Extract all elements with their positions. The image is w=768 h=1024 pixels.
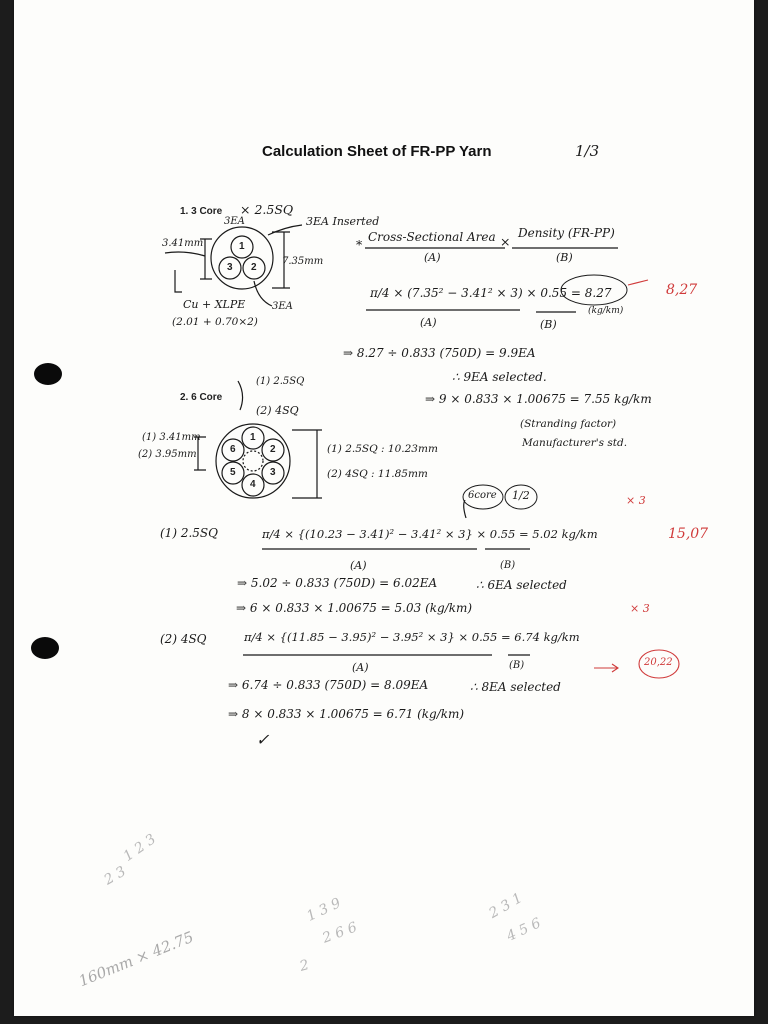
red-note-x3-a: × 3 (626, 494, 646, 507)
formula-area: Cross-Sectional Area (368, 230, 496, 244)
calc-2-2-tag-a: (A) (352, 661, 369, 674)
section1-calc4-note2: Manufacturer's std. (522, 437, 628, 449)
section2-size-1: (1) 2.5SQ (256, 376, 305, 387)
six-core-dim-right (292, 430, 322, 498)
label-top-count: 3EA (224, 216, 245, 227)
calc-2-1-tag-b: (B) (500, 560, 516, 571)
six-core-core-2-label: 2 (270, 444, 276, 455)
page-title: Calculation Sheet of FR-PP Yarn (262, 143, 492, 160)
calc1-fraction-lines (366, 310, 576, 312)
section1-calc1-tag-a: (A) (420, 316, 437, 329)
circled-half: 1/2 (512, 489, 530, 502)
pencil-note-d: 1 3 9 (304, 895, 344, 925)
calc-2-1-formula: π/4 × {(10.23 − 3.41)² − 3.41² × 3} × 0.55 = 5.02 kg/km (262, 527, 598, 541)
formula-density-tag: (B) (556, 251, 573, 264)
section1-heading: 1. 3 Core (180, 206, 223, 217)
calc-2-2-label: (2) 4SQ (160, 632, 207, 646)
formula-prefix: * (356, 237, 363, 252)
calc-2-2-formula: π/4 × {(11.85 − 3.95)² − 3.95² × 3} × 0.55 = 6.74 kg/km (244, 630, 580, 644)
red-note-total: 15,07 (668, 526, 709, 542)
label-diameter-right: 7.35mm (282, 256, 324, 267)
section1-calc1-unit: (kg/km) (588, 306, 624, 316)
six-core-core-3-label: 3 (270, 467, 276, 478)
section1-calc3: ∴ 9EA selected. (452, 370, 547, 384)
formula-times: × (500, 234, 511, 249)
section1-size: × 2.5SQ (240, 202, 294, 217)
pencil-note-h: 2 (298, 957, 311, 975)
section2-dia-2: (2) 3.95mm (138, 449, 197, 460)
leader-diameter (165, 252, 205, 256)
section1-calc1: π/4 × (7.35² − 3.41² × 3) × 0.55 = 8.27 (370, 286, 612, 300)
six-core-bracket (238, 381, 243, 410)
calc-2-1-step2: ⇒ 6 × 0.833 × 1.00675 = 5.03 (kg/km) (236, 601, 473, 615)
calc-2-1-step1: ⇒ 5.02 ÷ 0.833 (750D) = 6.02EA (237, 576, 438, 590)
section2-outer-1: (1) 2.5SQ : 10.23mm (327, 443, 438, 455)
red-note-x3-b: × 3 (630, 602, 650, 615)
calc-2-1-step1-result: ∴ 6EA selected (476, 578, 567, 592)
calc-2-2-step2: ⇒ 8 × 0.833 × 1.00675 = 6.71 (kg/km) (228, 707, 465, 721)
section2-heading: 2. 6 Core (180, 392, 223, 403)
red-note-circled: 20,22 (644, 657, 673, 668)
page-number: 1/3 (575, 142, 600, 160)
check-mark: ✓ (256, 730, 270, 749)
label-inserted: 3EA Inserted (306, 215, 380, 228)
six-core-core-1-label: 1 (250, 432, 256, 443)
three-core-core-3-label: 3 (227, 262, 233, 273)
six-core-core-5-label: 5 (230, 467, 236, 478)
pencil-note-b: 1 2 3 (120, 831, 159, 865)
six-core-core-4-label: 4 (250, 479, 256, 490)
calc-2-2-tag-b: (B) (509, 660, 525, 671)
formula-density: Density (FR-PP) (518, 226, 615, 240)
label-cu-detail: (2.01 + 0.70×2) (172, 316, 258, 328)
six-core-core-6-label: 6 (230, 444, 236, 455)
label-cu: Cu + XLPE (183, 298, 246, 311)
pencil-note-g: 4 5 6 (504, 915, 544, 945)
pencil-note-a: 2 3 (101, 863, 129, 889)
section2-dia-1: (1) 3.41mm (142, 432, 201, 443)
calc-2-1-tag-a: (A) (350, 559, 367, 572)
formula-area-tag: (A) (424, 251, 441, 264)
section1-calc1-tag-b: (B) (540, 318, 557, 331)
section1-calc4: ⇒ 9 × 0.833 × 1.00675 = 7.55 kg/km (425, 392, 652, 406)
section2-outer-2: (2) 4SQ : 11.85mm (327, 468, 428, 480)
section2-size-2: (2) 4SQ (256, 404, 299, 417)
three-core-core-2-label: 2 (251, 262, 257, 273)
section1-calc2: ⇒ 8.27 ÷ 0.833 (750D) = 9.9EA (343, 346, 536, 360)
calc-2-1-label: (1) 2.5SQ (160, 526, 218, 540)
section1-calc4-note: (Stranding factor) (520, 418, 617, 430)
pencil-note-e: 2 6 6 (320, 919, 360, 947)
calc-2-2-step1-result: ∴ 8EA selected (470, 680, 561, 694)
section1-red-note: 8,27 (666, 282, 698, 298)
label-bottom-count: 3EA (272, 301, 293, 312)
leader-inserted (268, 225, 302, 235)
pencil-note-f: 2 3 1 (486, 890, 526, 922)
label-diameter-left: 3.41mm (162, 238, 204, 249)
circled-6core: 6core (468, 490, 497, 501)
leader-cu (175, 270, 182, 292)
pencil-note-c: 160mm × 42.75 (76, 927, 197, 991)
calc-2-2-step1: ⇒ 6.74 ÷ 0.833 (750D) = 8.09EA (228, 678, 429, 692)
three-core-core-1-label: 1 (239, 241, 245, 252)
